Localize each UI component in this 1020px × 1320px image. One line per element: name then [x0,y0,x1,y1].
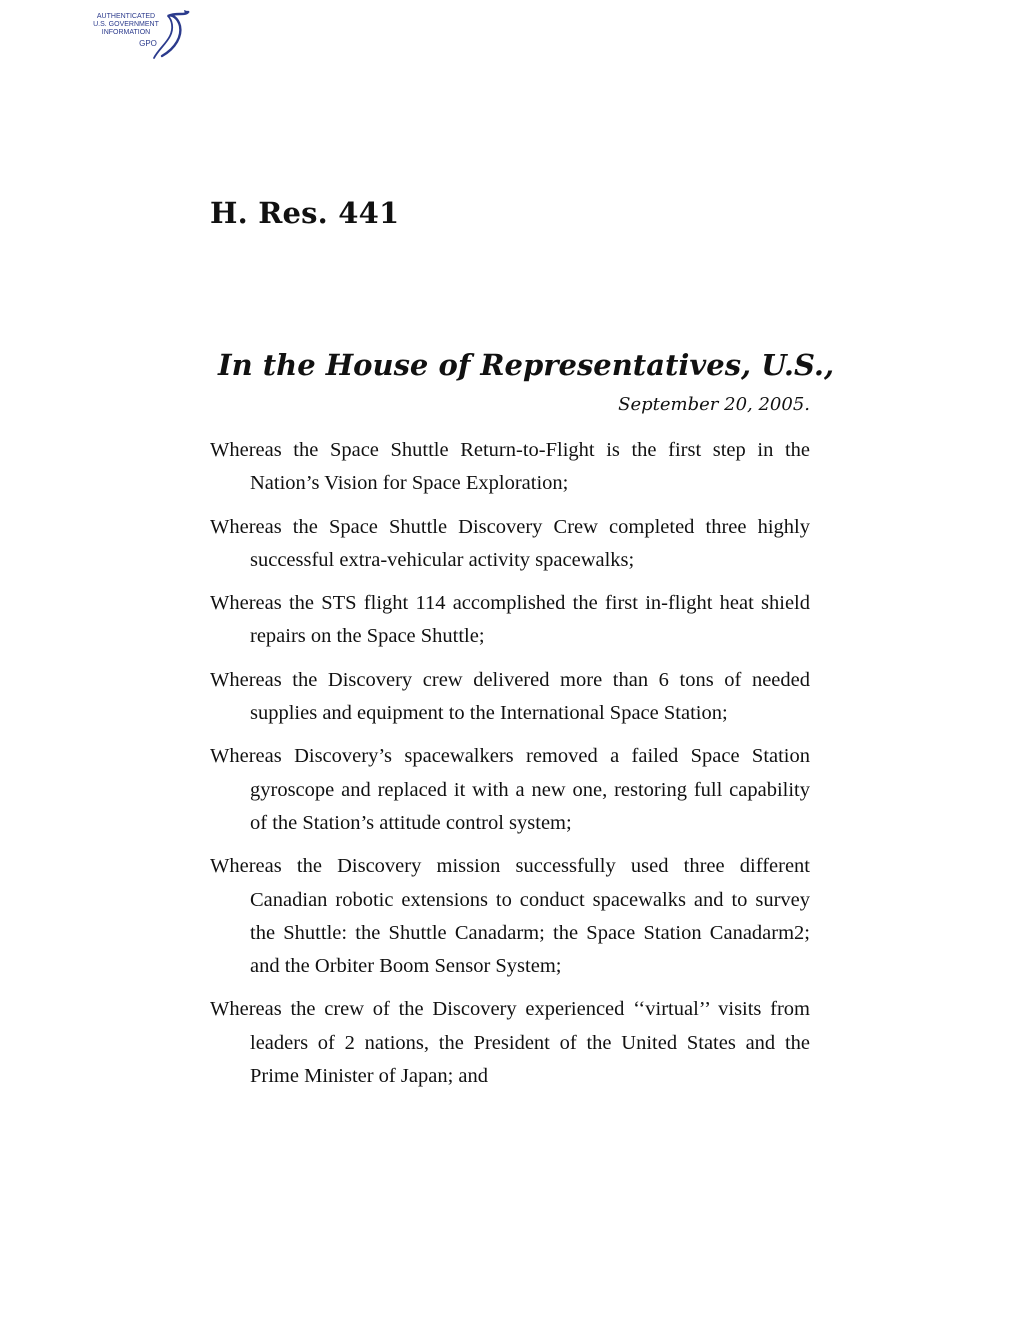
whereas-clause: Whereas the Discovery mission successfully used three different Canadian robotic extensions to conduct spacewalks and to survey the Shuttle: the Shuttle Canadarm; the Space Station Canadarm2; and the Orbiter Boom Sensor System; [210,855,810,978]
whereas-clause: Whereas the crew of the Discovery experienced ‘‘virtual’’ visits from leaders of 2 nations, the President of the United States and the Prime Minister of Japan; and [210,998,810,1088]
gpo-seal-icon [84,6,194,62]
whereas-clauses [210,434,810,1103]
eagle-wing-stroke [162,12,188,56]
whereas-clause: Whereas the Discovery crew delivered more than 6 tons of needed supplies and equipment to the International Space Station; [210,668,810,725]
seal-text-line1: AUTHENTICATED [96,13,156,20]
whereas-clause: Whereas the Space Shuttle Discovery Crew completed three highly successful extra-vehicular activity spacewalks; [210,515,810,571]
seal-text-line4: GPO [139,39,157,48]
chamber-heading: In the House of Representatives, U.S., [218,348,835,382]
seal-text-line2: U.S. GOVERNMENT [93,21,159,28]
resolution-date: September 20, 2005. [618,394,810,415]
seal-text-line3: INFORMATION [101,29,151,36]
gpo-authentication-seal [84,6,194,62]
bill-number: H. Res. 441 [210,196,400,230]
whereas-clause: Whereas Discovery’s spacewalkers removed a failed Space Station gyroscope and replaced it with a new one, restoring full capability of the Station’s attitude control system; [210,745,810,834]
whereas-clause: Whereas the Space Shuttle Return-to-Flight is the first step in the Nation’s Vision for Space Exploration; [210,439,810,495]
whereas-clause: Whereas the STS flight 114 accomplished the first in-flight heat shield repairs on the Space Shuttle; [210,592,810,648]
